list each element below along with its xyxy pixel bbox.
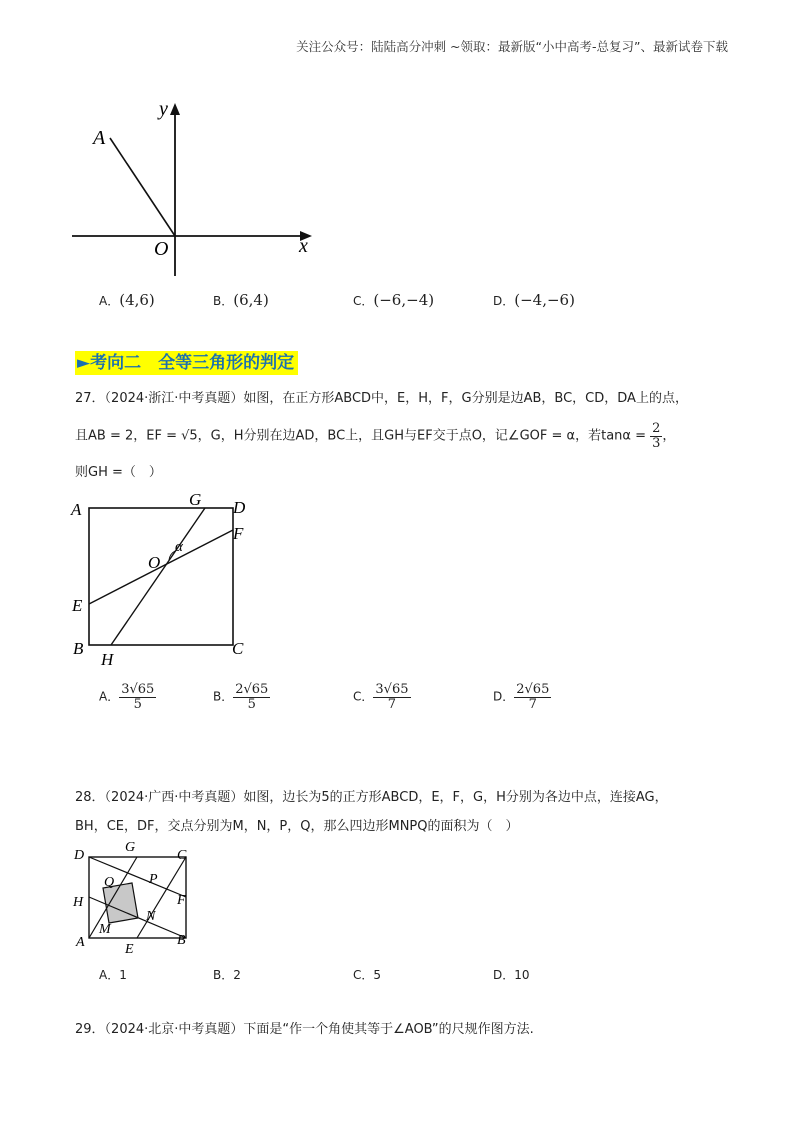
q28-line1: 28．（2024·广西·中考真题）如图，边长为5的正方形ABCD，E，F，G，H分别为各边中点，连接AG， — [75, 790, 668, 805]
q28-option-d: D．10 — [493, 968, 530, 982]
label-b: B — [73, 639, 84, 658]
label-m: M — [99, 922, 111, 937]
q27-option-b: B． $\frac{2√65}{5}$ — [213, 682, 269, 712]
label-y: y — [159, 98, 168, 120]
q26-option-b: B．(6,4) — [213, 291, 269, 309]
square-abcd-figure — [65, 487, 265, 672]
label-f: F — [233, 524, 244, 543]
label-n: N — [146, 909, 156, 924]
label-a: A — [76, 935, 85, 950]
square-abcd — [89, 508, 233, 645]
label-e: E — [125, 942, 134, 957]
label-d: D — [74, 848, 85, 863]
label-b: B — [177, 933, 186, 948]
label-q: Q — [104, 875, 115, 890]
label-c: C — [177, 848, 187, 863]
y-axis-arrow — [170, 103, 180, 115]
label-a: A — [71, 500, 82, 519]
page-header: 关注公众号：陆陆高分冲刺 ~领取：最新版“小中高考-总复习”、最新试卷下载 — [296, 39, 728, 54]
q26-option-c: C．(−6,−4) — [353, 291, 435, 309]
label-p: P — [149, 872, 158, 887]
q27-line2: 且AB = 2，EF = √5，G，H分别在边AD，BC上，且GH与EF交于点O，记∠GOF = α，若tanα = $\frac{2}{3}$ ， — [75, 421, 676, 451]
section-title: ►考向二 全等三角形的判定 — [75, 351, 298, 375]
label-h: H — [101, 650, 114, 669]
q26-option-d: D．(−4,−6) — [493, 291, 575, 309]
label-x: x — [299, 235, 308, 257]
tan-fraction: $\frac{2}{3}$ — [652, 421, 661, 451]
segment-ef — [89, 530, 233, 604]
q26-option-a: A．(4,6) — [99, 291, 155, 309]
label-o: O — [148, 553, 161, 572]
segment-gh — [111, 508, 205, 645]
q27-option-d: D． $\frac{2√65}{7}$ — [493, 682, 550, 712]
q28-option-b: B．2 — [213, 968, 241, 982]
q29-text: 29．（2024·北京·中考真题）下面是“作一个角使其等于∠AOB”的尺规作图方法. — [75, 1022, 534, 1037]
q28-option-c: C．5 — [353, 968, 382, 982]
label-c: C — [232, 639, 244, 658]
q27-option-a: A． $\frac{3√65}{5}$ — [99, 682, 155, 712]
ray-oa — [110, 138, 175, 236]
label-a: A — [93, 127, 106, 149]
coordinate-figure — [60, 95, 330, 285]
q27-option-c: C． $\frac{3√65}{7}$ — [353, 682, 409, 712]
label-f: F — [177, 893, 186, 908]
q27-line3: 则GH =（ ） — [75, 465, 162, 480]
label-h: H — [73, 895, 84, 910]
label-alpha: α — [175, 539, 183, 555]
q27-line2-text: 且AB = 2，EF = √5，G，H分别在边AD，BC上，且GH与EF交于点O，记∠GOF = α，若tanα = — [75, 428, 646, 444]
label-d: D — [233, 498, 246, 517]
q28-option-a: A．1 — [99, 968, 127, 982]
square-mnpq-figure — [65, 838, 205, 958]
q27-line1: 27．（2024·浙江·中考真题）如图，在正方形ABCD中，E，H，F，G分别是边AB，BC，CD，DA上的点， — [75, 391, 688, 406]
label-e: E — [72, 596, 83, 615]
label-o: O — [154, 238, 169, 260]
q28-line2: BH，CE，DF，交点分别为M，N，P，Q，那么四边形MNPQ的面积为（ ） — [75, 819, 519, 834]
label-g: G — [125, 840, 136, 855]
label-g: G — [189, 490, 202, 509]
